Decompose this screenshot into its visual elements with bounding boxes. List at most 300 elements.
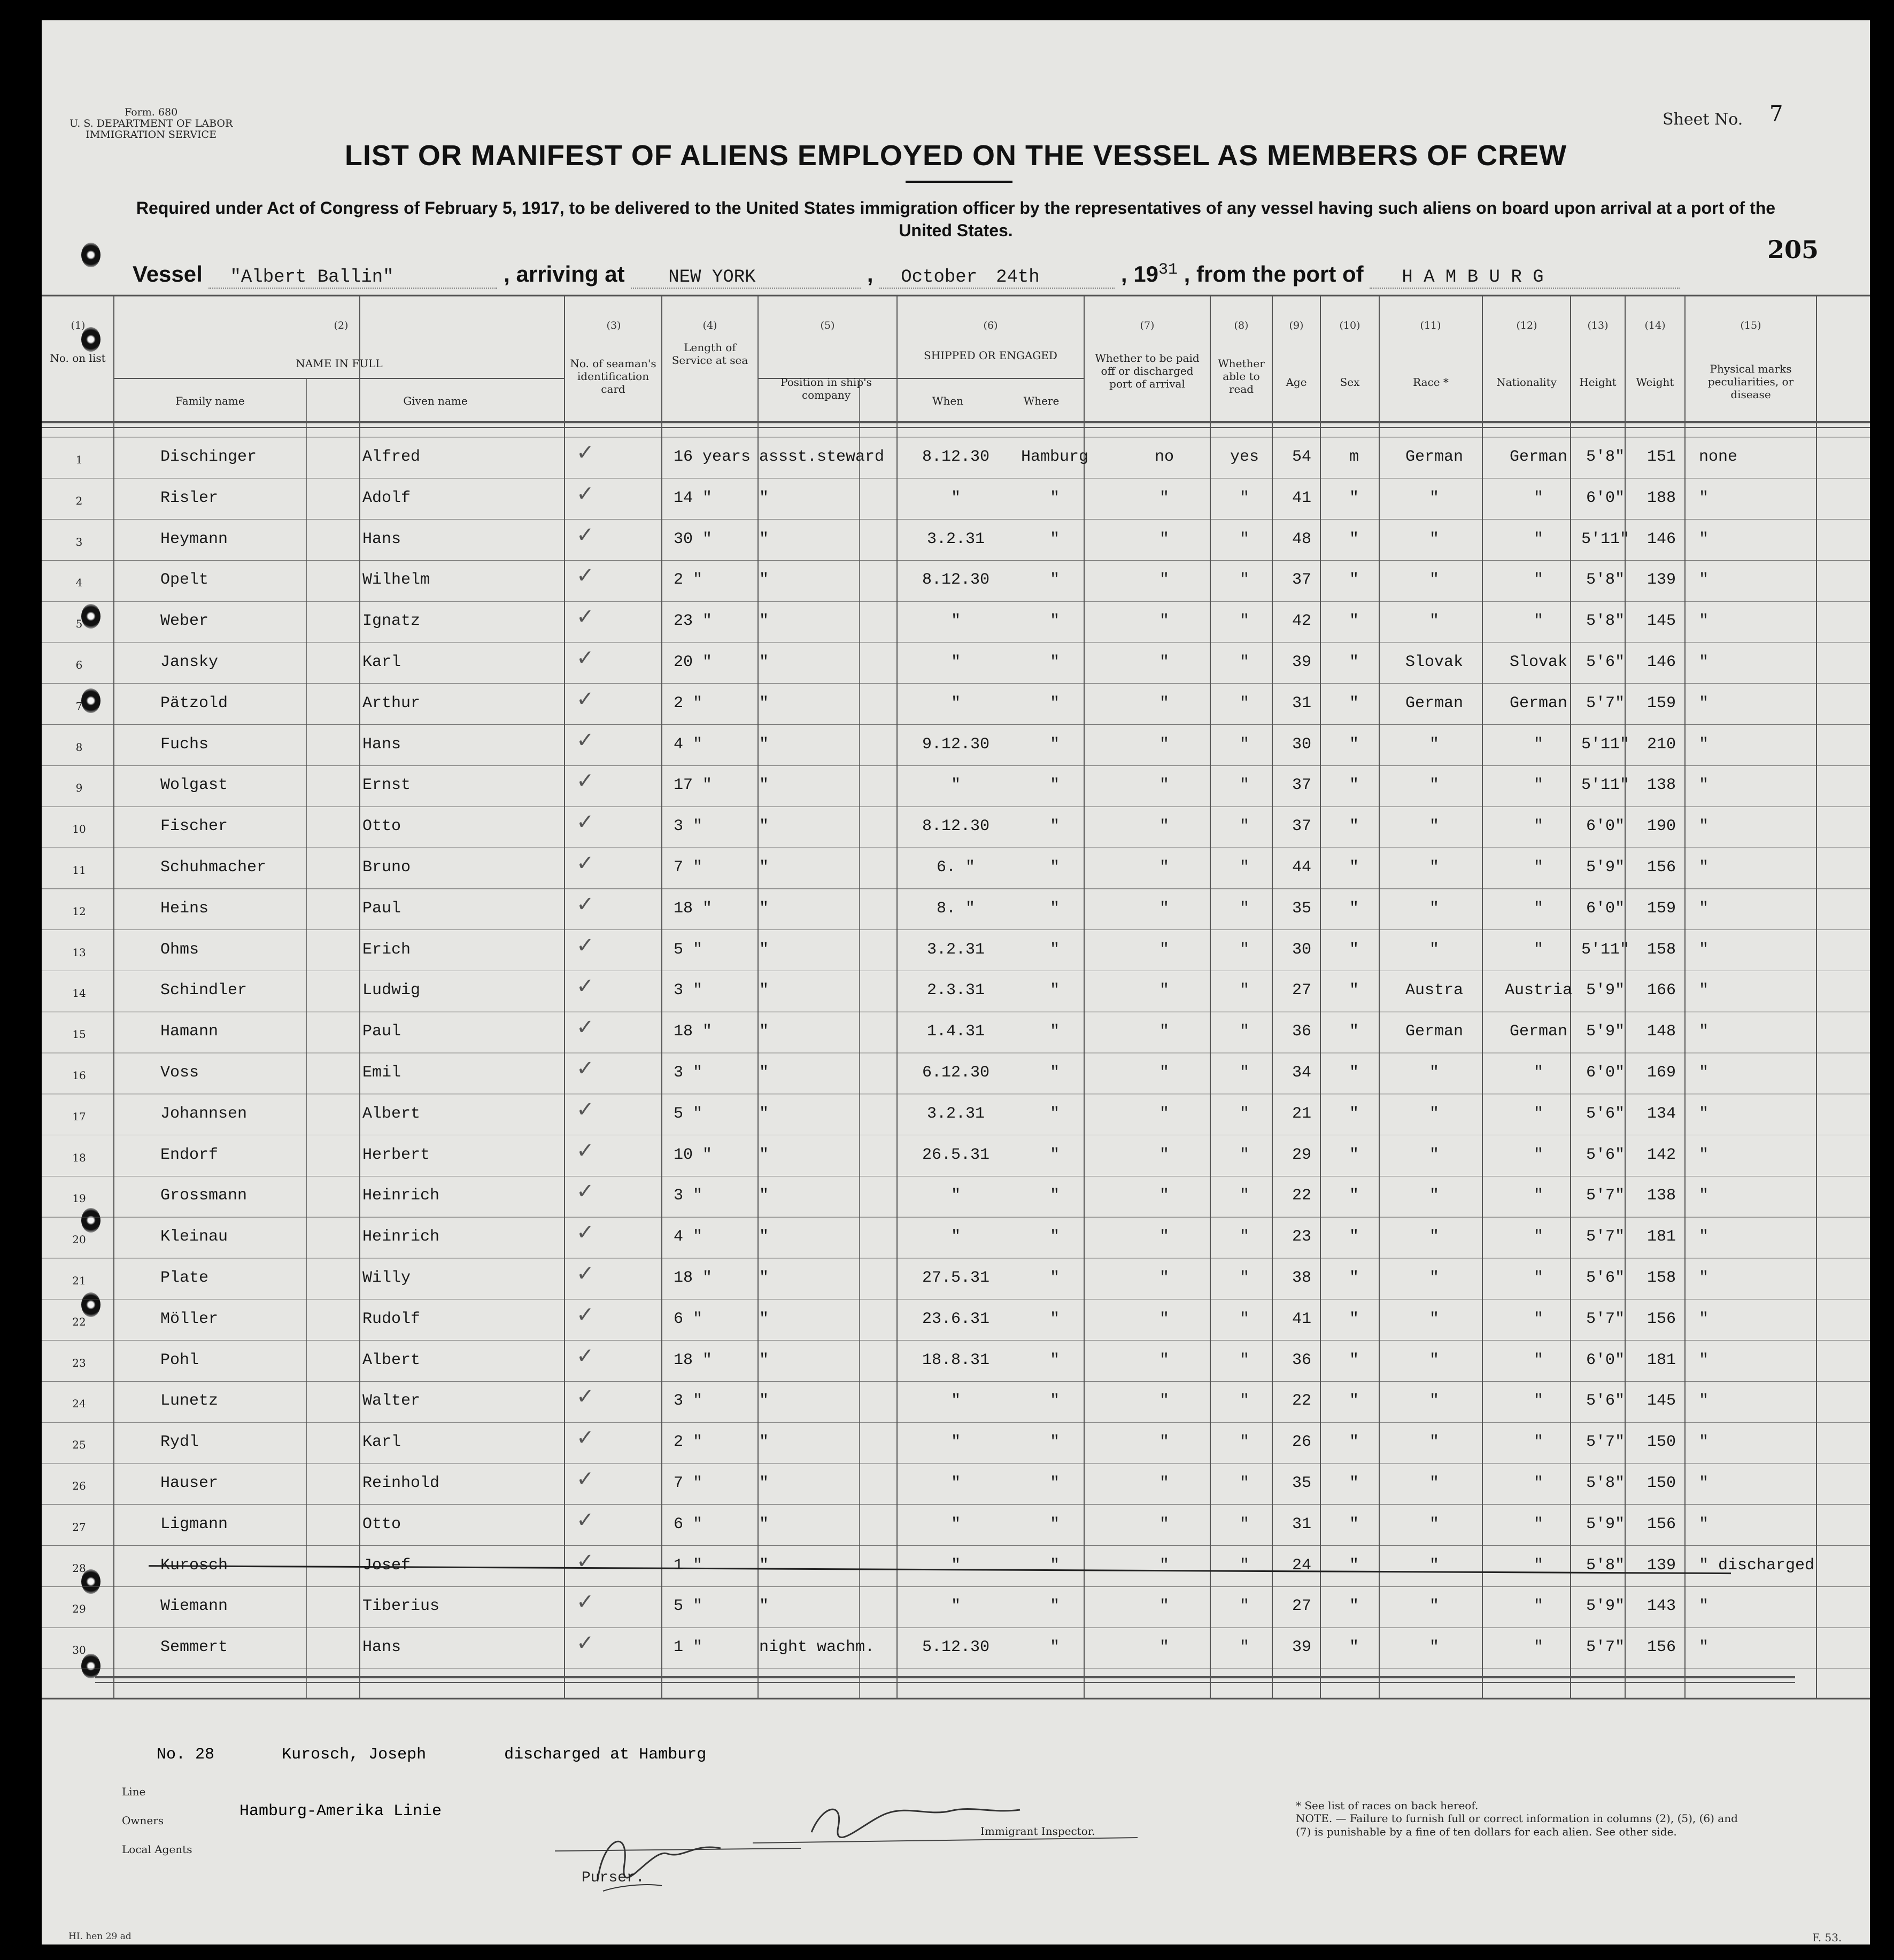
position-cell: " — [759, 899, 769, 918]
family-name: Hamann — [160, 1022, 219, 1041]
sex-cell: " — [1349, 1392, 1359, 1411]
service-name: IMMIGRATION SERVICE — [86, 129, 217, 141]
column-number: (14) — [1644, 320, 1666, 331]
given-name: Herbert — [362, 1145, 430, 1164]
row-number: 23 — [72, 1356, 86, 1369]
when-cell: " — [950, 1515, 961, 1533]
read-cell: " — [1239, 1145, 1249, 1164]
row-number: 18 — [72, 1151, 86, 1164]
weight-cell: 148 — [1646, 1022, 1676, 1041]
service-cell: 20 " — [674, 653, 713, 671]
weight-cell: 143 — [1646, 1597, 1676, 1616]
family-name: Fischer — [160, 817, 228, 836]
given-name: Hans — [362, 530, 401, 548]
position-cell: " — [759, 981, 769, 1000]
family-name: Ligmann — [160, 1515, 228, 1533]
height-cell: 5'9" — [1586, 981, 1625, 1000]
id-card-check: ✓ — [576, 1302, 594, 1327]
when-cell: " — [950, 1187, 961, 1205]
weight-cell: 156 — [1646, 1638, 1676, 1657]
id-card-check: ✓ — [576, 810, 594, 835]
sex-cell: " — [1349, 1104, 1359, 1123]
age-cell: 27 — [1292, 1597, 1311, 1616]
id-card-check: ✓ — [576, 1548, 594, 1574]
weight-cell: 156 — [1646, 1310, 1676, 1328]
weight-cell: 150 — [1646, 1474, 1676, 1492]
page-number: 205 — [1767, 235, 1819, 264]
sex-cell: " — [1349, 653, 1359, 671]
where-cell: " — [1049, 612, 1060, 631]
sex-cell: " — [1349, 612, 1359, 631]
family-name: Hauser — [160, 1474, 219, 1492]
marks-cell: " — [1699, 1351, 1709, 1369]
column-header-race: Race * — [1413, 376, 1449, 389]
service-cell: 5 " — [674, 1104, 703, 1123]
height-cell: 5'7" — [1586, 1638, 1625, 1657]
id-card-check: ✓ — [576, 933, 594, 958]
position-cell: night wachm. — [759, 1638, 875, 1657]
when-cell: 3.2.31 — [926, 940, 985, 959]
row-number: 16 — [72, 1069, 86, 1082]
position-cell: " — [759, 776, 769, 795]
paid-cell: " — [1159, 981, 1169, 1000]
form-number-bottom: F. 53. — [1812, 1931, 1842, 1944]
where-cell: " — [1049, 858, 1060, 877]
sex-cell: " — [1349, 776, 1359, 795]
marks-cell: " — [1699, 489, 1709, 507]
marks-cell: " discharged — [1699, 1556, 1815, 1575]
when-cell: " — [950, 776, 961, 795]
owners-name: Hamburg-Amerika Linie — [239, 1802, 442, 1820]
form-number: Form. 680 — [125, 106, 178, 118]
weight-cell: 145 — [1646, 1392, 1676, 1411]
race-cell: " — [1429, 1064, 1439, 1082]
nationality-cell: " — [1533, 1556, 1543, 1575]
age-cell: 22 — [1292, 1187, 1311, 1205]
id-card-check: ✓ — [576, 646, 594, 670]
when-cell: " — [950, 1556, 961, 1575]
weight-cell: 146 — [1646, 530, 1676, 548]
position-cell: " — [759, 735, 769, 754]
position-cell: " — [759, 571, 769, 590]
sex-cell: " — [1349, 1433, 1359, 1452]
height-cell: 5'11" — [1581, 735, 1629, 754]
where-cell: " — [1049, 1351, 1060, 1369]
sex-cell: " — [1349, 817, 1359, 836]
sex-cell: " — [1349, 571, 1359, 590]
age-cell: 27 — [1292, 981, 1311, 1000]
vessel-label: Vessel — [133, 261, 203, 286]
when-cell: " — [950, 1597, 961, 1616]
given-name: Adolf — [362, 489, 411, 507]
height-cell: 5'8" — [1586, 571, 1625, 590]
family-name: Schuhmacher — [160, 858, 267, 877]
nationality-cell: " — [1533, 1228, 1543, 1246]
age-cell: 31 — [1292, 694, 1311, 712]
where-cell: " — [1049, 1310, 1060, 1328]
given-name: Walter — [362, 1392, 421, 1411]
when-cell: " — [950, 1228, 961, 1246]
given-name: Tiberius — [362, 1597, 440, 1616]
read-cell: " — [1239, 1351, 1249, 1369]
service-cell: 18 " — [674, 899, 713, 918]
family-name: Wiemann — [160, 1597, 228, 1616]
sex-cell: " — [1349, 1597, 1359, 1616]
marks-cell: " — [1699, 776, 1709, 795]
where-cell: " — [1049, 899, 1060, 918]
sex-cell: " — [1349, 1269, 1359, 1287]
column-number: (10) — [1339, 320, 1360, 331]
paid-cell: " — [1159, 1597, 1169, 1616]
paid-cell: no — [1154, 448, 1174, 466]
column-header-read: Whether able to read — [1218, 357, 1265, 396]
when-cell: " — [950, 1474, 961, 1492]
marks-cell: " — [1699, 1515, 1709, 1533]
height-cell: 5'8" — [1586, 1556, 1625, 1575]
when-cell: 23.6.31 — [922, 1310, 990, 1328]
height-cell: 5'6" — [1586, 1392, 1625, 1411]
read-cell: " — [1239, 1556, 1249, 1575]
height-cell: 6'0" — [1586, 1064, 1625, 1082]
family-name: Plate — [160, 1269, 209, 1287]
when-cell: " — [950, 653, 961, 671]
age-cell: 23 — [1292, 1228, 1311, 1246]
height-cell: 5'8" — [1586, 1474, 1625, 1492]
sex-cell: " — [1349, 1064, 1359, 1082]
from-label: , from the port of — [1184, 261, 1364, 286]
id-card-check: ✓ — [576, 481, 594, 506]
weight-cell: 156 — [1646, 858, 1676, 877]
race-cell: " — [1429, 1269, 1439, 1287]
column-header-sex: Sex — [1340, 376, 1360, 389]
paid-cell: " — [1159, 735, 1169, 754]
read-cell: " — [1239, 940, 1249, 959]
when-cell: " — [950, 694, 961, 712]
column-number: (11) — [1420, 320, 1441, 331]
position-cell: assst.steward — [759, 448, 885, 466]
position-cell: " — [759, 1104, 769, 1123]
paid-cell: " — [1159, 1228, 1169, 1246]
weight-cell: 138 — [1646, 1187, 1676, 1205]
weight-cell: 158 — [1646, 940, 1676, 959]
marks-cell: " — [1699, 1474, 1709, 1492]
nationality-cell: " — [1533, 899, 1543, 918]
sex-cell: " — [1349, 1228, 1359, 1246]
height-cell: 6'0" — [1586, 1351, 1625, 1369]
service-cell: 3 " — [674, 1187, 703, 1205]
read-cell: " — [1239, 858, 1249, 877]
height-cell: 5'7" — [1586, 694, 1625, 712]
id-card-check: ✓ — [576, 1507, 594, 1532]
paid-cell: " — [1159, 1187, 1169, 1205]
nationality-cell: " — [1533, 530, 1543, 548]
age-cell: 37 — [1292, 817, 1311, 836]
where-cell: " — [1049, 1433, 1060, 1452]
position-cell: " — [759, 1145, 769, 1164]
paid-cell: " — [1159, 530, 1169, 548]
height-cell: 5'11" — [1581, 776, 1629, 795]
row-number: 17 — [72, 1110, 86, 1123]
marks-cell: " — [1699, 1022, 1709, 1041]
height-cell: 5'7" — [1586, 1228, 1625, 1246]
height-cell: 5'11" — [1581, 530, 1629, 548]
age-cell: 30 — [1292, 735, 1311, 754]
race-cell: " — [1429, 1392, 1439, 1411]
form-code: HI. hen 29 ad — [68, 1931, 132, 1942]
race-cell: " — [1429, 530, 1439, 548]
position-cell: " — [759, 817, 769, 836]
id-card-check: ✓ — [576, 1590, 594, 1615]
when-cell: 27.5.31 — [922, 1269, 990, 1287]
paid-cell: " — [1159, 1269, 1169, 1287]
id-card-check: ✓ — [576, 1467, 594, 1491]
row-number: 12 — [72, 904, 86, 918]
row-number: 20 — [72, 1233, 86, 1246]
marks-cell: " — [1699, 1433, 1709, 1452]
given-name: Otto — [362, 817, 401, 836]
read-cell: " — [1239, 1474, 1249, 1492]
column-number: (13) — [1587, 320, 1609, 331]
weight-cell: 151 — [1646, 448, 1676, 466]
family-name: Dischinger — [160, 448, 257, 466]
read-cell: " — [1239, 1022, 1249, 1041]
weight-cell: 181 — [1646, 1228, 1676, 1246]
nationality-cell: " — [1533, 1474, 1543, 1492]
local-agents-label: Local Agents — [122, 1843, 192, 1856]
position-cell: " — [759, 858, 769, 877]
given-name: Bruno — [362, 858, 411, 877]
given-name: Albert — [362, 1351, 421, 1369]
service-cell: 3 " — [674, 981, 703, 1000]
row-number: 7 — [75, 699, 83, 712]
height-cell: 6'0" — [1586, 817, 1625, 836]
given-name: Karl — [362, 653, 401, 671]
position-cell: " — [759, 694, 769, 712]
read-cell: " — [1239, 653, 1249, 671]
nationality-cell: " — [1533, 571, 1543, 590]
row-number: 30 — [72, 1644, 86, 1657]
race-cell: " — [1429, 1310, 1439, 1328]
race-cell: " — [1429, 940, 1439, 959]
column-header-height: Height — [1579, 376, 1617, 389]
marks-cell: " — [1699, 1310, 1709, 1328]
service-cell: 18 " — [674, 1022, 713, 1041]
given-name: Ignatz — [362, 612, 421, 631]
age-cell: 42 — [1292, 612, 1311, 631]
where-cell: " — [1049, 1187, 1060, 1205]
height-cell: 5'11" — [1581, 940, 1629, 959]
family-name: Pohl — [160, 1351, 199, 1369]
family-name: Rydl — [160, 1433, 199, 1452]
marks-cell: " — [1699, 1228, 1709, 1246]
when-cell: 6.12.30 — [922, 1064, 990, 1082]
paid-cell: " — [1159, 1392, 1169, 1411]
weight-cell: 166 — [1646, 981, 1676, 1000]
family-name: Lunetz — [160, 1392, 219, 1411]
discharge-note-number: No. 28 — [157, 1746, 215, 1764]
height-cell: 5'9" — [1586, 1597, 1625, 1616]
race-cell: " — [1429, 1515, 1439, 1533]
when-cell: 8.12.30 — [922, 817, 990, 836]
nationality-cell: " — [1533, 776, 1543, 795]
given-name: Erich — [362, 940, 411, 959]
row-number: 27 — [72, 1520, 86, 1533]
height-cell: 5'7" — [1586, 1187, 1625, 1205]
marks-cell: " — [1699, 653, 1709, 671]
when-cell: " — [950, 1392, 961, 1411]
paid-cell: " — [1159, 858, 1169, 877]
handwritten-signatures — [523, 1784, 1164, 1907]
position-cell: " — [759, 940, 769, 959]
age-cell: 35 — [1292, 1474, 1311, 1492]
id-card-check: ✓ — [576, 1179, 594, 1204]
given-name: Alfred — [362, 448, 421, 466]
row-number: 13 — [72, 946, 86, 959]
column-header-weight: Weight — [1636, 376, 1674, 389]
age-cell: 36 — [1292, 1022, 1311, 1041]
position-cell: " — [759, 1474, 769, 1492]
given-name: Wilhelm — [362, 571, 430, 590]
where-cell: " — [1049, 1515, 1060, 1533]
read-cell: " — [1239, 571, 1249, 590]
marks-cell: " — [1699, 899, 1709, 918]
column-header-position: Position in ship's company — [780, 376, 872, 401]
weight-cell: 142 — [1646, 1145, 1676, 1164]
id-card-check: ✓ — [576, 522, 594, 547]
given-name: Ludwig — [362, 981, 421, 1000]
service-cell: 30 " — [674, 530, 713, 548]
height-cell: 5'8" — [1586, 448, 1625, 466]
column-number: (1) — [71, 320, 86, 331]
id-card-check: ✓ — [576, 605, 594, 630]
sex-cell: " — [1349, 1145, 1359, 1164]
age-cell: 21 — [1292, 1104, 1311, 1123]
service-cell: 1 " — [674, 1556, 703, 1575]
height-cell: 5'8" — [1586, 612, 1625, 631]
id-card-check: ✓ — [576, 974, 594, 999]
where-cell: " — [1049, 1104, 1060, 1123]
column-number: (4) — [702, 320, 717, 331]
race-cell: German — [1405, 694, 1464, 712]
where-cell: " — [1049, 1556, 1060, 1575]
read-cell: " — [1239, 1064, 1249, 1082]
given-name: Otto — [362, 1515, 401, 1533]
family-name: Möller — [160, 1310, 219, 1328]
marks-cell: " — [1699, 694, 1709, 712]
family-name: Jansky — [160, 653, 219, 671]
weight-cell: 210 — [1646, 735, 1676, 754]
marks-cell: " — [1699, 1392, 1709, 1411]
age-cell: 34 — [1292, 1064, 1311, 1082]
race-cell: German — [1405, 448, 1464, 466]
column-header-marks: Physical marks peculiarities, or disease — [1707, 362, 1794, 401]
when-cell: " — [950, 612, 961, 631]
id-card-check: ✓ — [576, 1343, 594, 1368]
where-cell: " — [1049, 735, 1060, 754]
sex-cell: " — [1349, 1515, 1359, 1533]
paid-cell: " — [1159, 899, 1169, 918]
paid-cell: " — [1159, 1515, 1169, 1533]
sex-cell: " — [1349, 858, 1359, 877]
paid-cell: " — [1159, 1556, 1169, 1575]
read-cell: " — [1239, 1104, 1249, 1123]
nationality-cell: " — [1533, 1597, 1543, 1616]
id-card-check: ✓ — [576, 1384, 594, 1409]
weight-cell: 139 — [1646, 1556, 1676, 1575]
row-number: 29 — [72, 1602, 86, 1616]
weight-cell: 159 — [1646, 694, 1676, 712]
service-cell: 2 " — [674, 694, 703, 712]
nationality-cell: " — [1533, 612, 1543, 631]
service-cell: 2 " — [674, 571, 703, 590]
height-cell: 6'0" — [1586, 899, 1625, 918]
owners-label: Owners — [122, 1814, 164, 1827]
given-name: Paul — [362, 899, 401, 918]
read-cell: " — [1239, 1228, 1249, 1246]
age-cell: 30 — [1292, 940, 1311, 959]
column-header-age: Age — [1286, 376, 1307, 389]
position-cell: " — [759, 1351, 769, 1369]
id-card-check: ✓ — [576, 892, 594, 917]
comma: , — [867, 261, 873, 286]
service-cell: 7 " — [674, 1474, 703, 1492]
sheet-label: Sheet No. — [1663, 110, 1743, 129]
column-header-given: Given name — [403, 394, 468, 407]
weight-cell: 159 — [1646, 899, 1676, 918]
height-cell: 5'6" — [1586, 653, 1625, 671]
races-note: * See list of races on back hereof. — [1296, 1799, 1479, 1812]
when-cell: 26.5.31 — [922, 1145, 990, 1164]
sex-cell: " — [1349, 981, 1359, 1000]
column-number: (3) — [606, 320, 621, 331]
read-cell: " — [1239, 776, 1249, 795]
paid-cell: " — [1159, 1310, 1169, 1328]
departure-port: H A M B U R G — [1402, 267, 1544, 288]
where-cell: " — [1049, 489, 1060, 507]
when-cell: 8.12.30 — [922, 448, 990, 466]
marks-cell: " — [1699, 1145, 1709, 1164]
column-header-where: Where — [1023, 394, 1060, 407]
age-cell: 29 — [1292, 1145, 1311, 1164]
service-cell: 16 years — [674, 448, 751, 466]
when-cell: 6. " — [936, 858, 975, 877]
nationality-cell: " — [1533, 858, 1543, 877]
read-cell: " — [1239, 1310, 1249, 1328]
column-header-no: No. on list — [50, 352, 106, 365]
nationality-cell: German — [1509, 1022, 1568, 1041]
where-cell: Hamburg — [1021, 448, 1089, 466]
service-cell: 18 " — [674, 1351, 713, 1369]
read-cell: " — [1239, 981, 1249, 1000]
service-cell: 1 " — [674, 1638, 703, 1657]
race-cell: " — [1429, 1474, 1439, 1492]
nationality-cell: " — [1533, 1187, 1543, 1205]
race-cell: Slovak — [1405, 653, 1464, 671]
given-name: Rudolf — [362, 1310, 421, 1328]
age-cell: 37 — [1292, 571, 1311, 590]
arriving-label: , arriving at — [504, 261, 625, 286]
family-name: Kurosch — [160, 1556, 228, 1575]
where-cell: " — [1049, 530, 1060, 548]
service-cell: 10 " — [674, 1145, 713, 1164]
id-card-check: ✓ — [576, 1631, 594, 1656]
paid-cell: " — [1159, 817, 1169, 836]
read-cell: " — [1239, 530, 1249, 548]
height-cell: 5'9" — [1586, 858, 1625, 877]
paid-cell: " — [1159, 1064, 1169, 1082]
marks-cell: " — [1699, 612, 1709, 631]
where-cell: " — [1049, 694, 1060, 712]
